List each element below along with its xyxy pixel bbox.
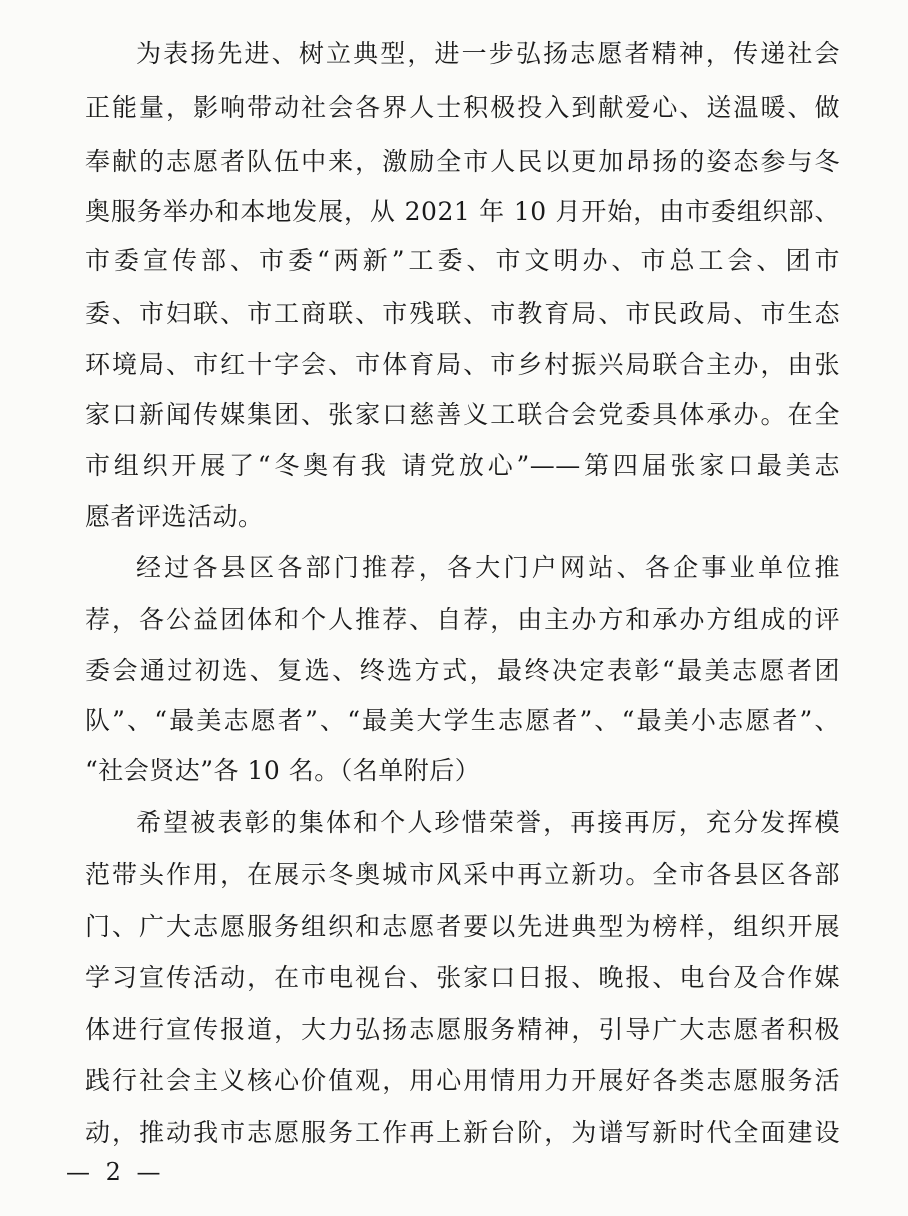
text-line: 践行社会主义核心价值观，用心用情用力开展好各类志愿服务活	[85, 1066, 840, 1095]
text-line: 学习宣传活动，在市电视台、张家口日报、晚报、电台及合作媒	[85, 963, 840, 992]
page-number: — 2 —	[66, 1158, 165, 1186]
text-line: 队”、“最美志愿者”、“最美大学生志愿者”、“最美小志愿者”、	[85, 706, 840, 735]
text-line: 体进行宣传报道，大力弘扬志愿服务精神，引导广大志愿者积极	[85, 1015, 840, 1044]
text-line: 门、广大志愿服务组织和志愿者要以先进典型为榜样，组织开展	[85, 912, 840, 941]
text-line: 范带头作用，在展示冬奥城市风采中再立新功。全市各县区各部	[85, 860, 840, 889]
text-line: 环境局、市红十字会、市体育局、市乡村振兴局联合主办，由张	[85, 350, 840, 379]
text-line: 动，推动我市志愿服务工作再上新台阶，为谱写新时代全面建设	[85, 1118, 840, 1147]
text-line: 委会通过初选、复选、终选方式，最终决定表彰“最美志愿者团	[85, 656, 840, 685]
text-line: 家口新闻传媒集团、张家口慈善义工联合会党委具体承办。在全	[85, 400, 840, 429]
text-line: 希望被表彰的集体和个人珍惜荣誉，再接再厉，充分发挥模	[136, 808, 840, 837]
text-line: 愿者评选活动。	[85, 502, 264, 531]
text-line: 市委宣传部、市委“两新”工委、市文明办、市总工会、团市	[85, 246, 840, 275]
text-line: 经过各县区各部门推荐，各大门户网站、各企事业单位推	[136, 553, 840, 582]
text-line: 市组织开展了“冬奥有我 请党放心”——第四届张家口最美志	[85, 451, 840, 480]
text-line: 奥服务举办和本地发展，从 2021 年 10 月开始，由市委组织部、	[85, 197, 840, 226]
text-line: “社会贤达”各 10 名。（名单附后）	[85, 756, 481, 785]
text-line: 奉献的志愿者队伍中来，激励全市人民以更加昂扬的姿态参与冬	[85, 147, 840, 176]
text-line: 正能量，影响带动社会各界人士积极投入到献爱心、送温暖、做	[85, 93, 840, 122]
text-line: 荐，各公益团体和个人推荐、自荐，由主办方和承办方组成的评	[85, 605, 840, 634]
text-line: 委、市妇联、市工商联、市残联、市教育局、市民政局、市生态	[85, 299, 840, 328]
text-line: 为表扬先进、树立典型，进一步弘扬志愿者精神，传递社会	[136, 39, 840, 68]
